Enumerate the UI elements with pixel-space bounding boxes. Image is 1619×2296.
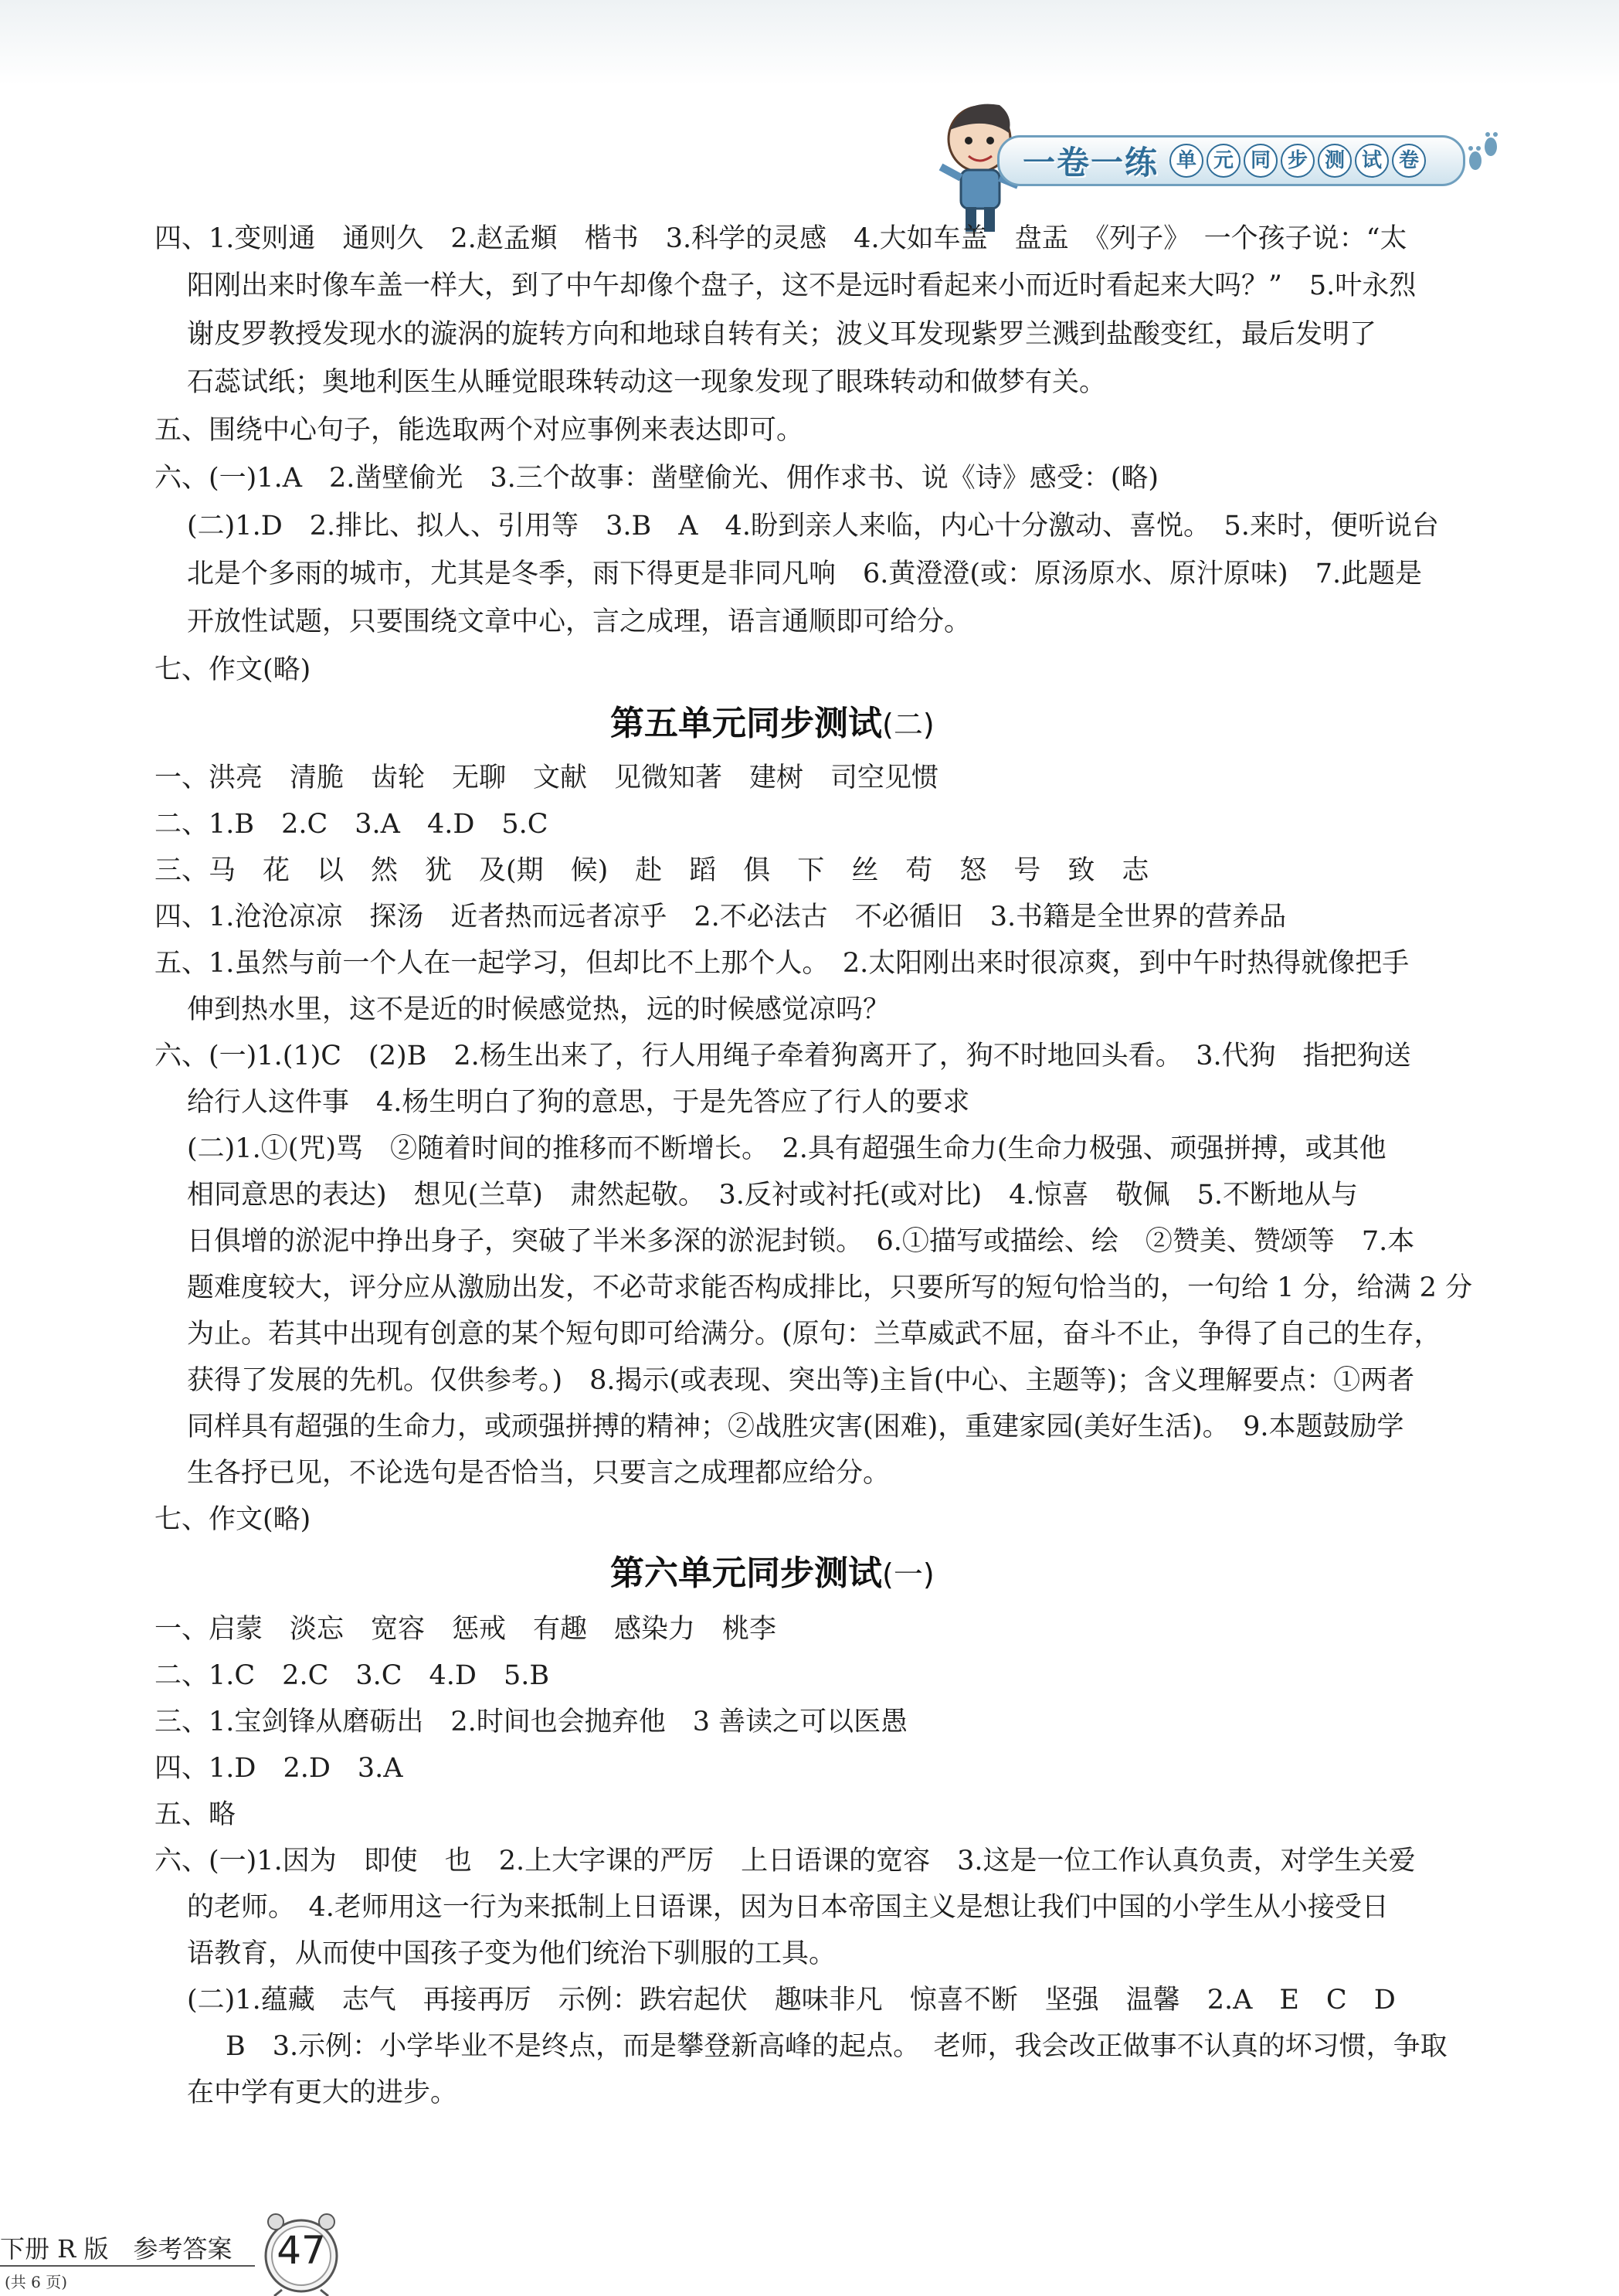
brand-char: 步 xyxy=(1281,144,1315,178)
brand-banner xyxy=(932,93,1488,185)
answer-line: 五、略 xyxy=(154,1799,236,1830)
answer-line: 二、1.B 2.C 3.A 4.D 5.C xyxy=(154,809,548,840)
answer-line: 七、作文(略) xyxy=(154,654,311,685)
answer-line: 开放性试题，只要围绕文章中心，言之成理，语言通顺即可给分。 xyxy=(187,606,972,637)
answer-line: 相同意思的表达) 想见(兰草) 肃然起敬。 3.反衬或衬托(或对比) 4.惊喜 敬佩 5.不断地从与 xyxy=(187,1180,1358,1211)
footer-edition: 下册 R 版 参考答案 xyxy=(0,2234,232,2264)
answer-line: 获得了发展的先机。仅供参考。) 8.揭示(或表现、突出等)主旨(中心、主题等)；含义理解要点：①两者 xyxy=(187,1365,1415,1396)
footer-rule xyxy=(0,2265,255,2267)
answer-line: (二)1.①(咒)骂 ②随着时间的推移而不断增长。 2.具有超强生命力(生命力极强、顽强拼搏，或其他 xyxy=(187,1133,1387,1164)
answer-line: 谢皮罗教授发现水的漩涡的旋转方向和地球自转有关；波义耳发现紫罗兰溅到盐酸变红，最后发明了 xyxy=(187,319,1377,350)
answer-line: 五、围绕中心句子，能选取两个对应事例来表达即可。 xyxy=(154,415,804,446)
answer-line: 给行人这件事 4.杨生明白了狗的意思，于是先答应了行人的要求 xyxy=(187,1087,970,1118)
answer-line: 在中学有更大的进步。 xyxy=(187,2077,458,2108)
brand-char: 单 xyxy=(1169,144,1203,178)
page-number: 47 xyxy=(277,2228,326,2273)
answer-line: 六、(一)1.因为 即使 也 2.上大字课的严厉 上日语课的宽容 3.这是一位工作认真负责，对学生关爱 xyxy=(154,1846,1416,1877)
unit6-title-sub: (一) xyxy=(882,1557,935,1591)
answer-line: 语教育，从而使中国孩子变为他们统治下驯服的工具。 xyxy=(187,1938,837,1969)
answer-line: 三、1.宝剑锋从磨砺出 2.时间也会抛弃他 3 善读之可以医愚 xyxy=(154,1707,908,1737)
answer-line: 日俱增的淤泥中挣出身子，突破了半米多深的淤泥封锁。 6.①描写或描绘、绘 ②赞美、赞颂等 7.本 xyxy=(187,1226,1415,1257)
brand-char: 试 xyxy=(1355,144,1389,178)
brand-main-text: 一卷一练 xyxy=(1023,144,1159,182)
answer-line: 的老师。 4.老师用这一行为来抵制上日语课，因为日本帝国主义是想让我们中国的小学生从小接受日 xyxy=(187,1892,1389,1923)
answer-line: 阳刚出来时像车盖一样大，到了中午却像个盘子，这不是远时看起来小而近时看起来大吗？” 5.叶永烈 xyxy=(187,270,1417,301)
answer-line: 石蕊试纸；奥地利医生从睡觉眼珠转动这一现象发现了眼珠转动和做梦有关。 xyxy=(187,367,1107,398)
unit6-title-main: 第六单元同步测试 xyxy=(610,1554,882,1593)
unit5-title-sub: (二) xyxy=(882,708,935,742)
answer-line: 四、1.变则通 通则久 2.赵孟頫 楷书 3.科学的灵感 4.大如车盖 盘盂 《列子》 一个孩子说：“太 xyxy=(154,223,1407,254)
answer-line: (二)1.蕴藏 志气 再接再厉 示例：跌宕起伏 趣味非凡 惊喜不断 坚强 温馨 2.A E C D xyxy=(187,1985,1396,2016)
unit5-title xyxy=(610,695,935,745)
unit6-title xyxy=(610,1545,935,1595)
answer-line: 六、(一)1.A 2.凿壁偷光 3.三个故事：凿壁偷光、佣作求书、说《诗》感受：(略) xyxy=(154,463,1159,494)
answer-line: 三、马 花 以 然 犹 及(期 候) 赴 蹈 俱 下 丝 苟 怒 号 致 志 xyxy=(154,855,1149,886)
answer-line: 为止。若其中出现有创意的某个短句即可给满分。(原句：兰草威武不屈，奋斗不止，争得了自己的生存， xyxy=(187,1319,1441,1350)
answer-line: 四、1.沧沧凉凉 探汤 近者热而远者凉乎 2.不必法古 不必循旧 3.书籍是全世界的营养品 xyxy=(154,902,1287,932)
header-band xyxy=(0,0,1619,85)
answer-line: 七、作文(略) xyxy=(154,1504,311,1535)
answer-line: 同样具有超强的生命力，或顽强拼搏的精神；②战胜灾害(困难)，重建家园(美好生活)。 9.本题鼓励学 xyxy=(187,1411,1404,1442)
footer-page-count: (共 6 页) xyxy=(5,2273,68,2291)
footprints-icon xyxy=(1465,130,1503,176)
answer-line: 一、洪亮 清脆 齿轮 无聊 文献 见微知著 建树 司空见惯 xyxy=(154,763,939,793)
brand-char: 卷 xyxy=(1392,144,1426,178)
answer-line: 一、启蒙 淡忘 宽容 惩戒 有趣 感染力 桃李 xyxy=(154,1614,777,1645)
answer-line: 北是个多雨的城市，尤其是冬季，雨下得更是非同凡响 6.黄澄澄(或：原汤原水、原汁原味) 7.此题是 xyxy=(187,559,1423,589)
answer-line: 四、1.D 2.D 3.A xyxy=(154,1753,403,1784)
answer-line: 五、1.虽然与前一个人在一起学习，但却比不上那个人。 2.太阳刚出来时很凉爽，到中午时热得就像把手 xyxy=(154,948,1410,979)
answer-line: (二)1.D 2.排比、拟人、引用等 3.B A 4.盼到亲人来临，内心十分激动、喜悦。 5.来时，便听说台 xyxy=(187,511,1439,542)
answer-line: 生各抒已见，不论选句是否恰当，只要言之成理都应给分。 xyxy=(187,1458,891,1489)
brand-subtitle xyxy=(1169,144,1426,178)
answer-line: 伸到热水里，这不是近的时候感觉热，远的时候感觉凉吗？ xyxy=(187,994,891,1025)
brand-ribbon xyxy=(997,135,1465,186)
brand-char: 同 xyxy=(1244,144,1278,178)
answer-line: 六、(一)1.(1)C (2)B 2.杨生出来了，行人用绳子牵着狗离开了，狗不时地回头看。 3.代狗 指把狗送 xyxy=(154,1041,1411,1072)
answer-line: B 3.示例：小学毕业不是终点，而是攀登新高峰的起点。 老师，我会改正做事不认真的坏习惯，争取 xyxy=(226,2031,1448,2062)
answer-line: 二、1.C 2.C 3.C 4.D 5.B xyxy=(154,1660,550,1691)
brand-char: 元 xyxy=(1207,144,1241,178)
answer-line: 题难度较大，评分应从激励出发，不必苛求能否构成排比，只要所写的短句恰当的，一句给 1 分，给满 2 分 xyxy=(187,1272,1473,1303)
page-footer xyxy=(0,2225,433,2291)
unit5-title-main: 第五单元同步测试 xyxy=(610,704,882,743)
brand-char: 测 xyxy=(1318,144,1352,178)
